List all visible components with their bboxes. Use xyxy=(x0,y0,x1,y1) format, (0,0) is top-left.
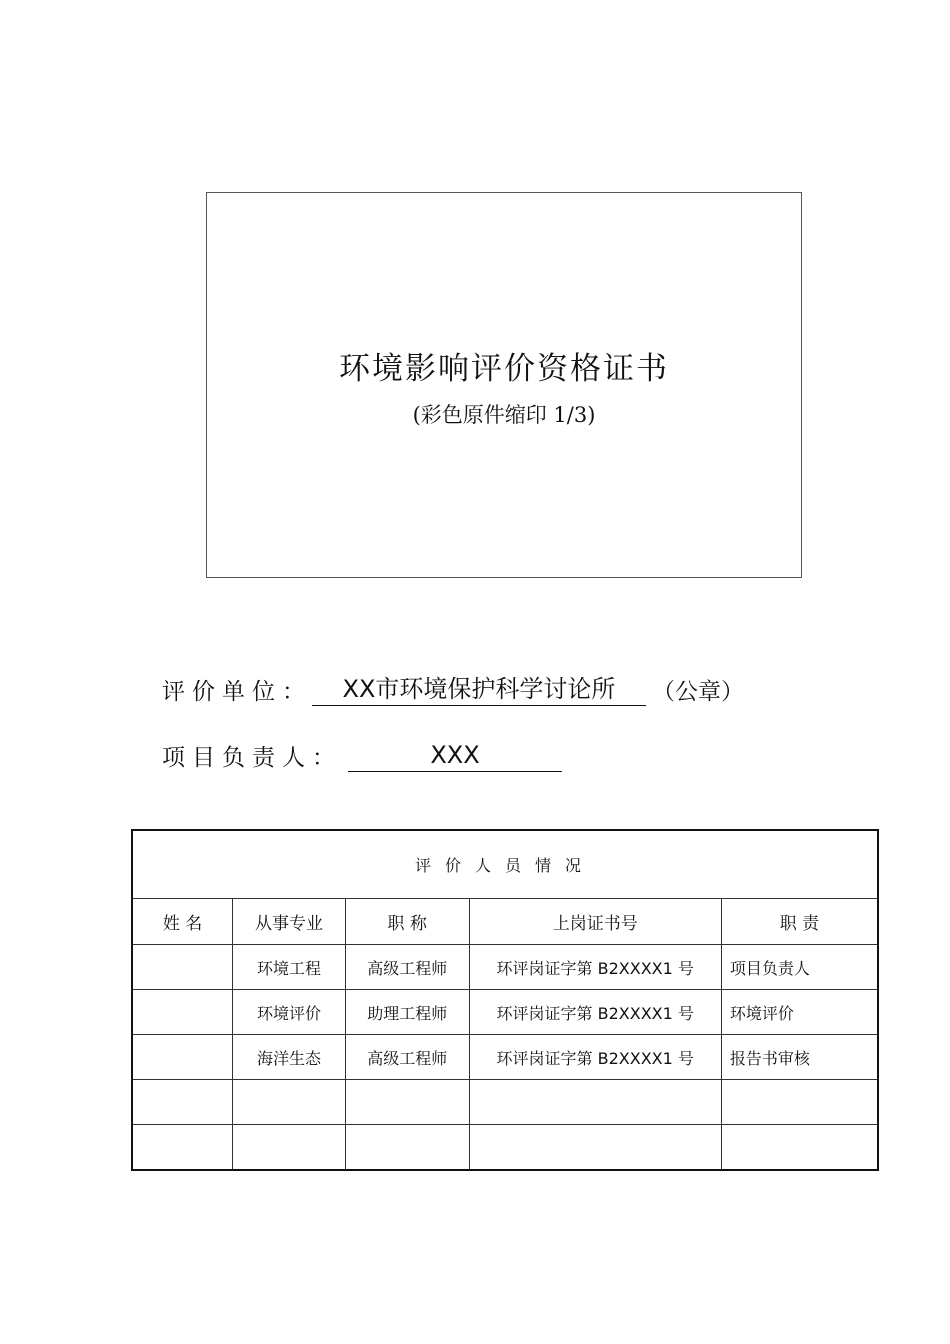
evaluation-unit-label: 评价单位： xyxy=(162,679,312,705)
cell-certificate-no: 环评岗证字第 B2XXXX1 号 xyxy=(469,1035,721,1080)
cell-certificate-no: 环评岗证字第 B2XXXX1 号 xyxy=(469,990,721,1035)
evaluation-unit-row xyxy=(162,666,744,706)
table-header-row xyxy=(132,899,878,945)
official-seal-note: （公章） xyxy=(652,679,744,705)
table-row xyxy=(132,1125,878,1171)
cell-title xyxy=(345,1125,469,1171)
project-leader-value: XXX xyxy=(348,740,562,772)
table-row xyxy=(132,990,878,1035)
cell-certificate-no xyxy=(469,1080,721,1125)
header-duty: 职 责 xyxy=(721,899,878,945)
cell-title xyxy=(345,1080,469,1125)
cell-specialty xyxy=(233,1080,346,1125)
cell-duty: 项目负责人 xyxy=(721,945,878,990)
header-title: 职 称 xyxy=(345,899,469,945)
project-leader-label: 项目负责人： xyxy=(162,745,342,771)
cell-specialty: 环境评价 xyxy=(233,990,346,1035)
cell-name xyxy=(132,1125,233,1171)
certificate-subtitle: (彩色原件缩印 1/3) xyxy=(412,403,596,427)
project-leader-row xyxy=(162,732,562,772)
cell-name xyxy=(132,945,233,990)
cell-specialty: 海洋生态 xyxy=(233,1035,346,1080)
header-specialty: 从事专业 xyxy=(233,899,346,945)
header-certificate-no: 上岗证书号 xyxy=(469,899,721,945)
table-row xyxy=(132,1035,878,1080)
cell-title: 高级工程师 xyxy=(345,1035,469,1080)
cell-specialty xyxy=(233,1125,346,1171)
evaluation-unit-value: XX市环境保护科学讨论所 xyxy=(312,674,646,706)
cell-duty: 报告书审核 xyxy=(721,1035,878,1080)
header-name: 姓 名 xyxy=(132,899,233,945)
table-caption: 评价人员情况 xyxy=(132,830,878,899)
cell-name xyxy=(132,1080,233,1125)
cell-duty: 环境评价 xyxy=(721,990,878,1035)
table-row xyxy=(132,945,878,990)
cell-duty xyxy=(721,1080,878,1125)
cell-title: 助理工程师 xyxy=(345,990,469,1035)
certificate-title: 环境影响评价资格证书 xyxy=(339,351,669,387)
cell-certificate-no xyxy=(469,1125,721,1171)
cell-specialty: 环境工程 xyxy=(233,945,346,990)
evaluation-staff-table xyxy=(131,829,879,1171)
cell-duty xyxy=(721,1125,878,1171)
table-row xyxy=(132,1080,878,1125)
cell-certificate-no: 环评岗证字第 B2XXXX1 号 xyxy=(469,945,721,990)
certificate-placeholder-box xyxy=(206,192,802,578)
cell-name xyxy=(132,990,233,1035)
cell-name xyxy=(132,1035,233,1080)
cell-title: 高级工程师 xyxy=(345,945,469,990)
